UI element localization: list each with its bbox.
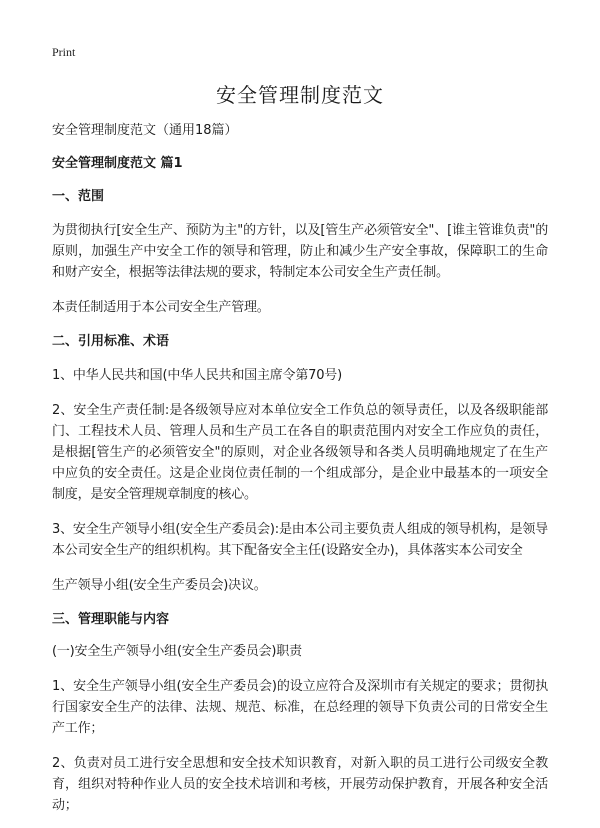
paragraph: 2、负责对员工进行安全思想和安全技术知识教育，对新入职的员工进行公司级安全教育，组织对特种作业人员的安全技术培训和考核，开展劳动保护教育，开展各种安全活动；: [52, 756, 548, 813]
paragraph: 3、安全生产领导小组(安全生产委员会):是由本公司主要负责人组成的领导机构，是领导本公司安全生产的组织机构。其下配备安全主任(设路安全办)，具体落实本公司安全: [52, 522, 548, 558]
paragraph: 本责任制适用于本公司安全生产管理。: [52, 300, 270, 315]
section-heading-scope: 一、范围: [52, 189, 105, 204]
paragraph: 1、安全生产领导小组(安全生产委员会)的设立应符合及深圳市有关规定的要求；贯彻执行国家安全生产的法律、法规、规范、标准，在总经理的领导下负责公司的日常安全生产工作；: [52, 679, 548, 736]
paragraph: 为贯彻执行[安全生产、预防为主"的方针，以及[管生产必须管安全"、[谁主管谁负责"的原则，加强生产中安全工作的领导和管理，防止和减少生产安全事故，保障职工的生命和财产安全，根据等法律法规的要求，特制定本公司安全生产责任制。: [52, 223, 548, 280]
paragraph: 生产领导小组(安全生产委员会)决议。: [52, 578, 267, 593]
section-heading-management: 三、管理职能与内容: [52, 612, 170, 627]
paragraph: (一)安全生产领导小组(安全生产委员会)职责: [52, 644, 302, 659]
article-heading: 安全管理制度范文 篇1: [52, 156, 183, 171]
document-subtitle: 安全管理制度范文（通用18篇）: [52, 123, 238, 138]
section-heading-references: 二、引用标准、术语: [52, 334, 170, 349]
paragraph: 2、安全生产责任制:是各级领导应对本单位安全工作负总的领导责任，以及各级职能部门、工程技术人员、管理人员和生产员工在各自的职责范围内对安全工作应负的责任，是根据[管生产的必须管安全"的原则，对企业各级领导和各类人员明确地规定了在生产中应负的安全责任。这是企业岗位责任制的一个组成部分，是企业中最基本的一项安全制度，是安全管理规章制度的核心。: [52, 403, 548, 502]
document-title: 安全管理制度范文: [216, 83, 384, 107]
paragraph: 1、中华人民共和国(中华人民共和国主席令第70号): [52, 368, 342, 383]
print-link[interactable]: Print: [52, 45, 76, 59]
